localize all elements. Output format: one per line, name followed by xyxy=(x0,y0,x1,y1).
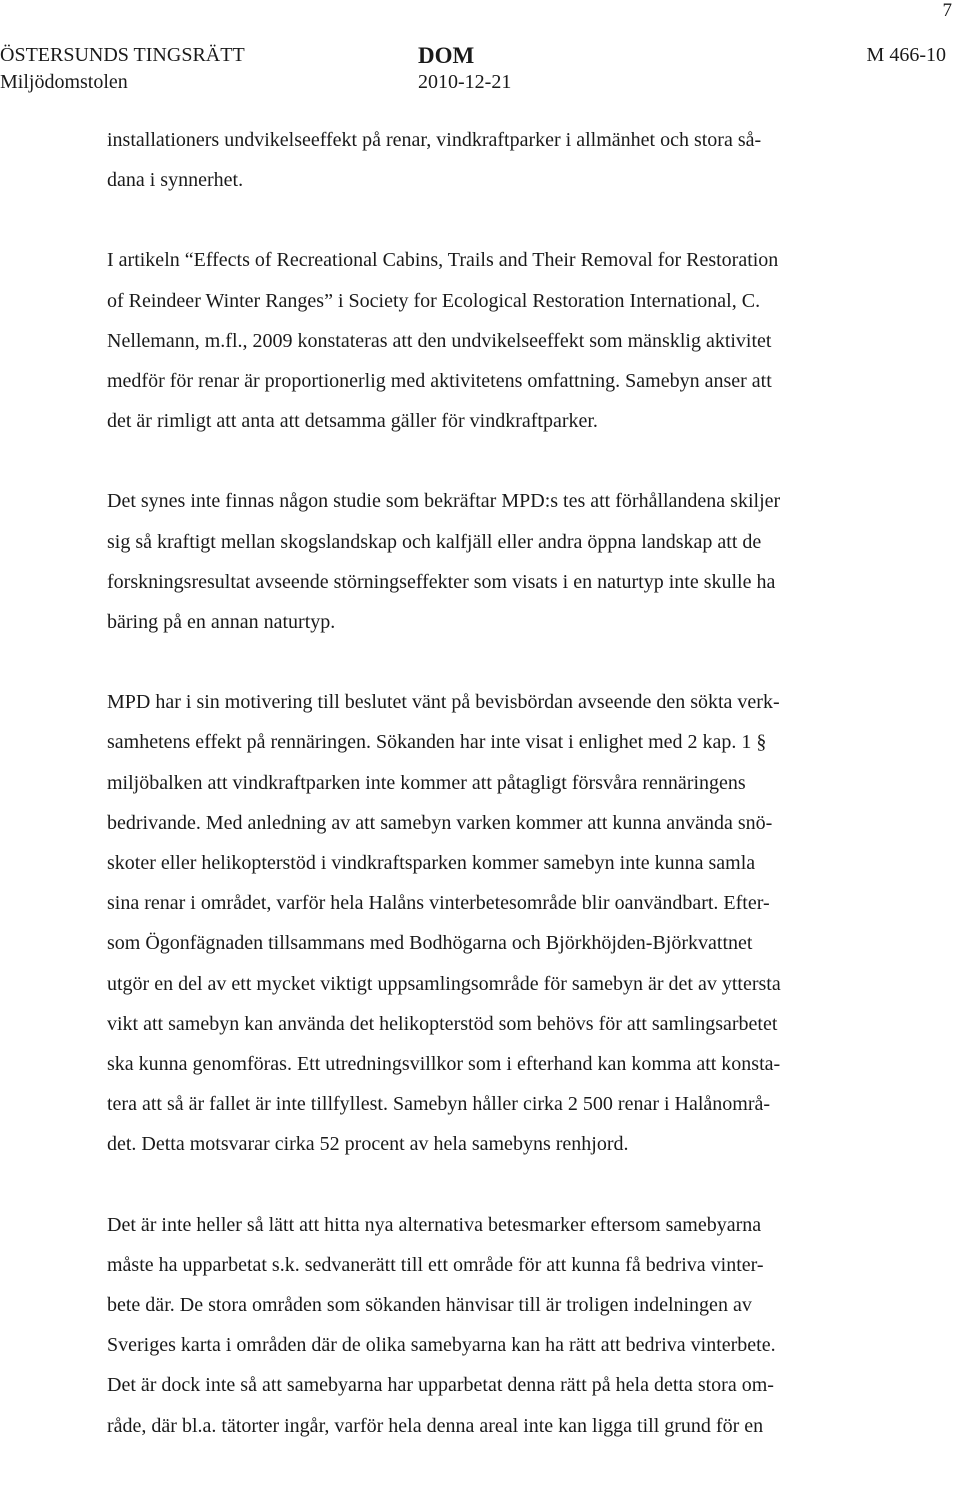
text-line: medför för renar är proportionerlig med aktivitetens omfattning. Samebyn anser att xyxy=(107,370,772,393)
text-line: det är rimligt att anta att detsamma gäller för vindkraftparker. xyxy=(107,410,598,433)
paragraph xyxy=(107,682,907,1164)
paragraph xyxy=(107,240,907,441)
court-division: Miljödomstolen xyxy=(0,71,128,93)
text-line: bedrivande. Med anledning av att samebyn varken kommer att kunna använda snö- xyxy=(107,811,773,834)
text-line: Det synes inte finnas någon studie som bekräftar MPD:s tes att förhållandena skiljer xyxy=(107,490,781,513)
text-line: råde, där bl.a. tätorter ingår, varför hela denna areal inte kan ligga till grund för en xyxy=(107,1414,764,1437)
document-type-block xyxy=(418,42,511,96)
text-line: Nellemann, m.fl., 2009 konstateras att den undvikelseeffekt som mänsklig aktivitet xyxy=(107,329,772,352)
text-line: tera att så är fallet är inte tillfyllest. Samebyn håller cirka 2 500 renar i Halånområ- xyxy=(107,1093,771,1116)
text-line: Det är inte heller så lätt att hitta nya alternativa betesmarker eftersom samebyarna xyxy=(107,1213,762,1236)
text-line: bäring på en annan naturtyp. xyxy=(107,611,336,634)
court-name: ÖSTERSUNDS TINGSRÄTT xyxy=(0,44,245,66)
paragraph xyxy=(107,481,907,642)
text-line: vikt att samebyn kan använda det helikopterstöd som behövs för att samlingsarbetet xyxy=(107,1012,778,1035)
text-line: ska kunna genomföras. Ett utredningsvillkor som i efterhand kan komma att konsta- xyxy=(107,1053,781,1076)
court-info xyxy=(0,42,245,96)
paragraph xyxy=(107,120,907,200)
text-line: Det är dock inte så att samebyarna har upparbetat denna rätt på hela detta stora om- xyxy=(107,1374,774,1397)
document-header xyxy=(0,42,960,102)
case-number: M 466-10 xyxy=(866,44,946,66)
text-line: sina renar i området, varför hela Halåns vinterbetesområde blir oanvändbart. Efter- xyxy=(107,892,770,915)
text-line: I artikeln “Effects of Recreational Cabins, Trails and Their Removal for Restoration xyxy=(107,249,779,272)
text-line: forskningsresultat avseende störningseffekter som visats i en naturtyp inte skulle ha xyxy=(107,570,776,593)
text-line: skoter eller helikopterstöd i vindkraftsparken kommer samebyn inte kunna samla xyxy=(107,852,756,875)
text-line: bete där. De stora områden som sökanden hänvisar till är troligen indelningen av xyxy=(107,1294,752,1317)
text-line: som Ögonfägnaden tillsammans med Bodhögarna och Björkhöjden-Björkvattnet xyxy=(107,932,753,955)
text-line: MPD har i sin motivering till beslutet vänt på bevisbördan avseende den sökta verk- xyxy=(107,691,780,714)
page-number: 7 xyxy=(942,0,952,21)
document-type: DOM xyxy=(418,43,475,68)
text-line: utgör en del av ett mycket viktigt uppsamlingsområde för samebyn är det av yttersta xyxy=(107,972,781,995)
document-body xyxy=(107,120,907,1486)
text-line: installationers undvikelseeffekt på renar, vindkraftparker i allmänhet och stora så- xyxy=(107,129,762,151)
text-line: dana i synnerhet. xyxy=(107,169,244,192)
paragraph xyxy=(107,1205,907,1446)
text-line: det. Detta motsvarar cirka 52 procent av hela samebyns renhjord. xyxy=(107,1133,629,1156)
text-line: måste ha upparbetat s.k. sedvanerätt till ett område för att kunna få bedriva vinter- xyxy=(107,1253,764,1276)
document-date: 2010-12-21 xyxy=(418,71,512,93)
text-line: samhetens effekt på rennäringen. Sökanden har inte visat i enlighet med 2 kap. 1 § xyxy=(107,731,767,754)
text-line: of Reindeer Winter Ranges” i Society for Ecological Restoration International, C. xyxy=(107,289,761,312)
text-line: Sveriges karta i områden där de olika samebyarna kan ha rätt att bedriva vinterbete. xyxy=(107,1334,776,1357)
text-line: miljöbalken att vindkraftparken inte kommer att påtagligt försvåra rennäringens xyxy=(107,771,746,794)
text-line: sig så kraftigt mellan skogslandskap och kalfjäll eller andra öppna landskap att de xyxy=(107,530,762,553)
